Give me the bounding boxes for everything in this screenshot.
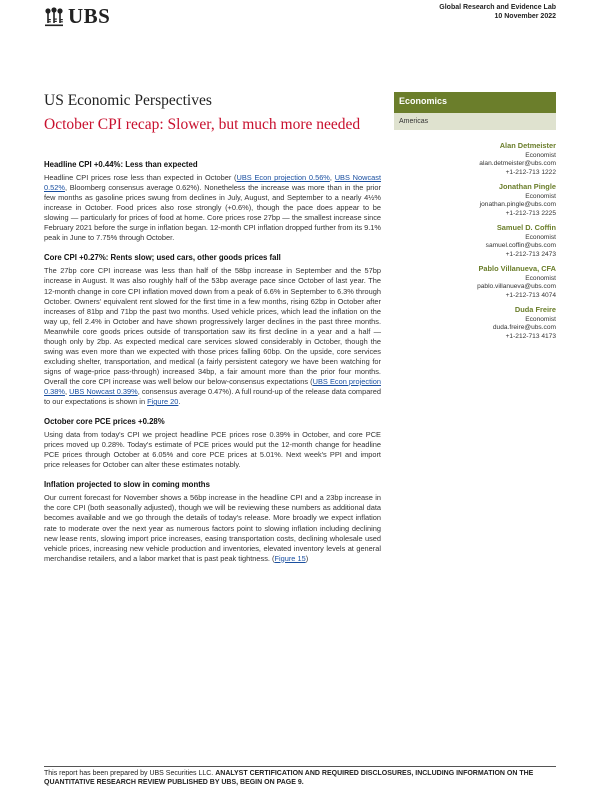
prepared-by-text: This report has been prepared by UBS Securities LLC. [44,770,214,777]
section-heading: Headline CPI +0.44%: Less than expected [44,160,198,169]
analyst-phone: +1-212-713 2473 [505,250,556,258]
paragraph-text: The 27bp core CPI increase was less than half of the 58bp increase in September and the 57bp increase in August. It was also roughly half of the 53bp average pace since October of last year. The 12-month change in core CPI inflation moved down from a peak of 6.6% in September to 6.3% through October. Owners' equivalent rent slowed for the first time in a few months, rising 62bp in October after increases of 81bp and 71bp the past two months. Used vehicle prices, which lead the inflation on the way up, fell 2.4% in October and have shown progressively larger declines in the past three months. Meanwhile core goods prices outside of transportation saw its first decline in a year and a half — though only by 2bp. As expected medical care services slowed considerably in October, though the swing was even more than we expected with those prices falling 60bp. On the upside, core services excluding shelter, transportation, and medical (a fairly persistent category we have been watching for signs of wage-price pass-through) increased 34bp, a fair amount more than the prior four months. Overall the core CPI increase was well below our below-consensus expectations ( [44,266,381,386]
analyst-card [394,183,556,218]
paragraph-text: , [64,386,70,396]
figure-20-link[interactable]: Figure 20 [147,397,179,407]
section-core-cpi [44,253,381,407]
paragraph-text: , consensus average 0.47%). A full round-up of the release data compared to our expectations is shown in [44,386,381,407]
analyst-email[interactable]: duda.freire@ubs.com [492,324,556,331]
analyst-email[interactable]: jonathan.pingle@ubs.com [479,201,556,208]
analyst-role: Economist [525,151,556,159]
analyst-card [394,142,556,177]
analyst-email[interactable]: samuel.coffin@ubs.com [485,242,556,249]
paragraph-text: ) [305,553,309,563]
page-title: US Economic Perspectives [44,92,212,109]
analyst-name: Jonathan Pingle [498,182,556,191]
section-paragraph [44,266,381,407]
paragraph-text: , [329,173,335,183]
ubs-econ-projection-link[interactable]: UBS Econ projection 0.38% [44,376,381,396]
ubs-nowcast-link[interactable]: UBS Nowcast 0.52% [44,173,382,193]
analyst-phone: +1-212-713 1222 [505,168,556,176]
section-core-pce [44,417,381,470]
department-label: Global Research and Evidence Lab [439,4,556,11]
analyst-name: Pablo Villanueva, CFA [478,264,556,273]
ubs-econ-projection-link[interactable]: UBS Econ projection 0.56% [236,173,330,183]
analyst-card [394,265,556,300]
analyst-name: Duda Freire [514,305,556,314]
report-date: 10 November 2022 [494,13,556,20]
analyst-list [394,142,556,341]
paragraph-text: Headline CPI prices rose less than expected in October ( [44,173,237,183]
paragraph-text: , Bloomberg consensus average 0.62%). Nonetheless the increase was more than in the prior few months as gasoline prices swung from declines in July, August, and September to a nearly 4½% increase in October. Food prices also rose strongly (+0.6%), though the pace does appear to be slowing — particularly for prices of food at home. Core prices rose 27bp — the smallest increase since February 2021 before the surge in inflation began. 12-month CPI inflation dropped further from its 9.1% peak in June to 7.75% through October. [44,183,381,243]
disclosure-text: ANALYST CERTIFICATION AND REQUIRED DISCLOSURES, INCLUDING INFORMATION ON THE QUANTITATIVE RESEARCH REVIEW PUBLISHED BY UBS, BEGIN ON PAGE 9. [44,770,534,786]
section-inflation-outlook [44,480,381,563]
analyst-email[interactable]: alan.detmeister@ubs.com [479,160,556,167]
report-header [439,3,556,21]
section-heading: Inflation projected to slow in coming months [44,480,210,490]
ubs-keys-icon [44,7,64,27]
paragraph-text: . [178,397,181,407]
analyst-name: Alan Detmeister [499,141,556,150]
ubs-nowcast-link[interactable]: UBS Nowcast 0.39% [69,386,138,396]
sidebar [394,92,556,347]
brand-name: UBS [68,4,111,28]
section-heading: Core CPI +0.27%: Rents slow; used cars, other goods prices fall [44,253,281,263]
section-paragraph: Using data from today's CPI we project headline PCE prices rose 0.39% in October, and core PCE prices moved up 0.28%. Today's estimate of PCE prices would put the 12-month change for headline PCE prices through October at 6.05% and core PCE prices at 5.01%. Next week's PPI and import price releases for October can alter these estimates notably. [44,430,381,470]
analyst-role: Economist [525,233,556,241]
paragraph-text: Our current forecast for November shows a 56bp increase in the headline CPI and a 23bp increase in the core CPI (both seasonally adjusted), though we will be reviewing these numbers as additional data becomes available and we go through the details of today's release. More broadly we expect inflation rate to moderate over the next year as numerous factors point to slowing inflation including declining new lease rents, slowing import price increases, easing transportation costs, declining wholesale used vehicle prices, increasing new vehicle production and inventories, elevated inventory levels at general merchandise retailers, and a labor market that is past peak tightness. ( [44,493,381,563]
analyst-email[interactable]: pablo.villanueva@ubs.com [477,283,556,290]
figure-15-link[interactable]: Figure 15 [274,553,306,563]
analyst-card [394,306,556,341]
analyst-name: Samuel D. Coffin [496,223,556,232]
category-band: Economics [394,92,556,113]
page-subtitle: October CPI recap: Slower, but much more needed [44,116,361,133]
analyst-role: Economist [525,192,556,200]
analyst-phone: +1-212-713 2225 [505,209,556,217]
ubs-logo [44,4,110,29]
region-band: Americas [394,113,556,130]
analyst-card [394,224,556,259]
analyst-phone: +1-212-713 4074 [505,291,556,299]
analyst-phone: +1-212-713 4173 [505,332,556,340]
footer-disclaimer [44,766,556,787]
section-paragraph [44,493,381,563]
section-paragraph [44,173,381,243]
section-heading: October core PCE prices +0.28% [44,417,165,427]
main-content [44,160,381,574]
analyst-role: Economist [525,315,556,323]
section-headline-cpi [44,160,381,243]
analyst-role: Economist [525,274,556,282]
